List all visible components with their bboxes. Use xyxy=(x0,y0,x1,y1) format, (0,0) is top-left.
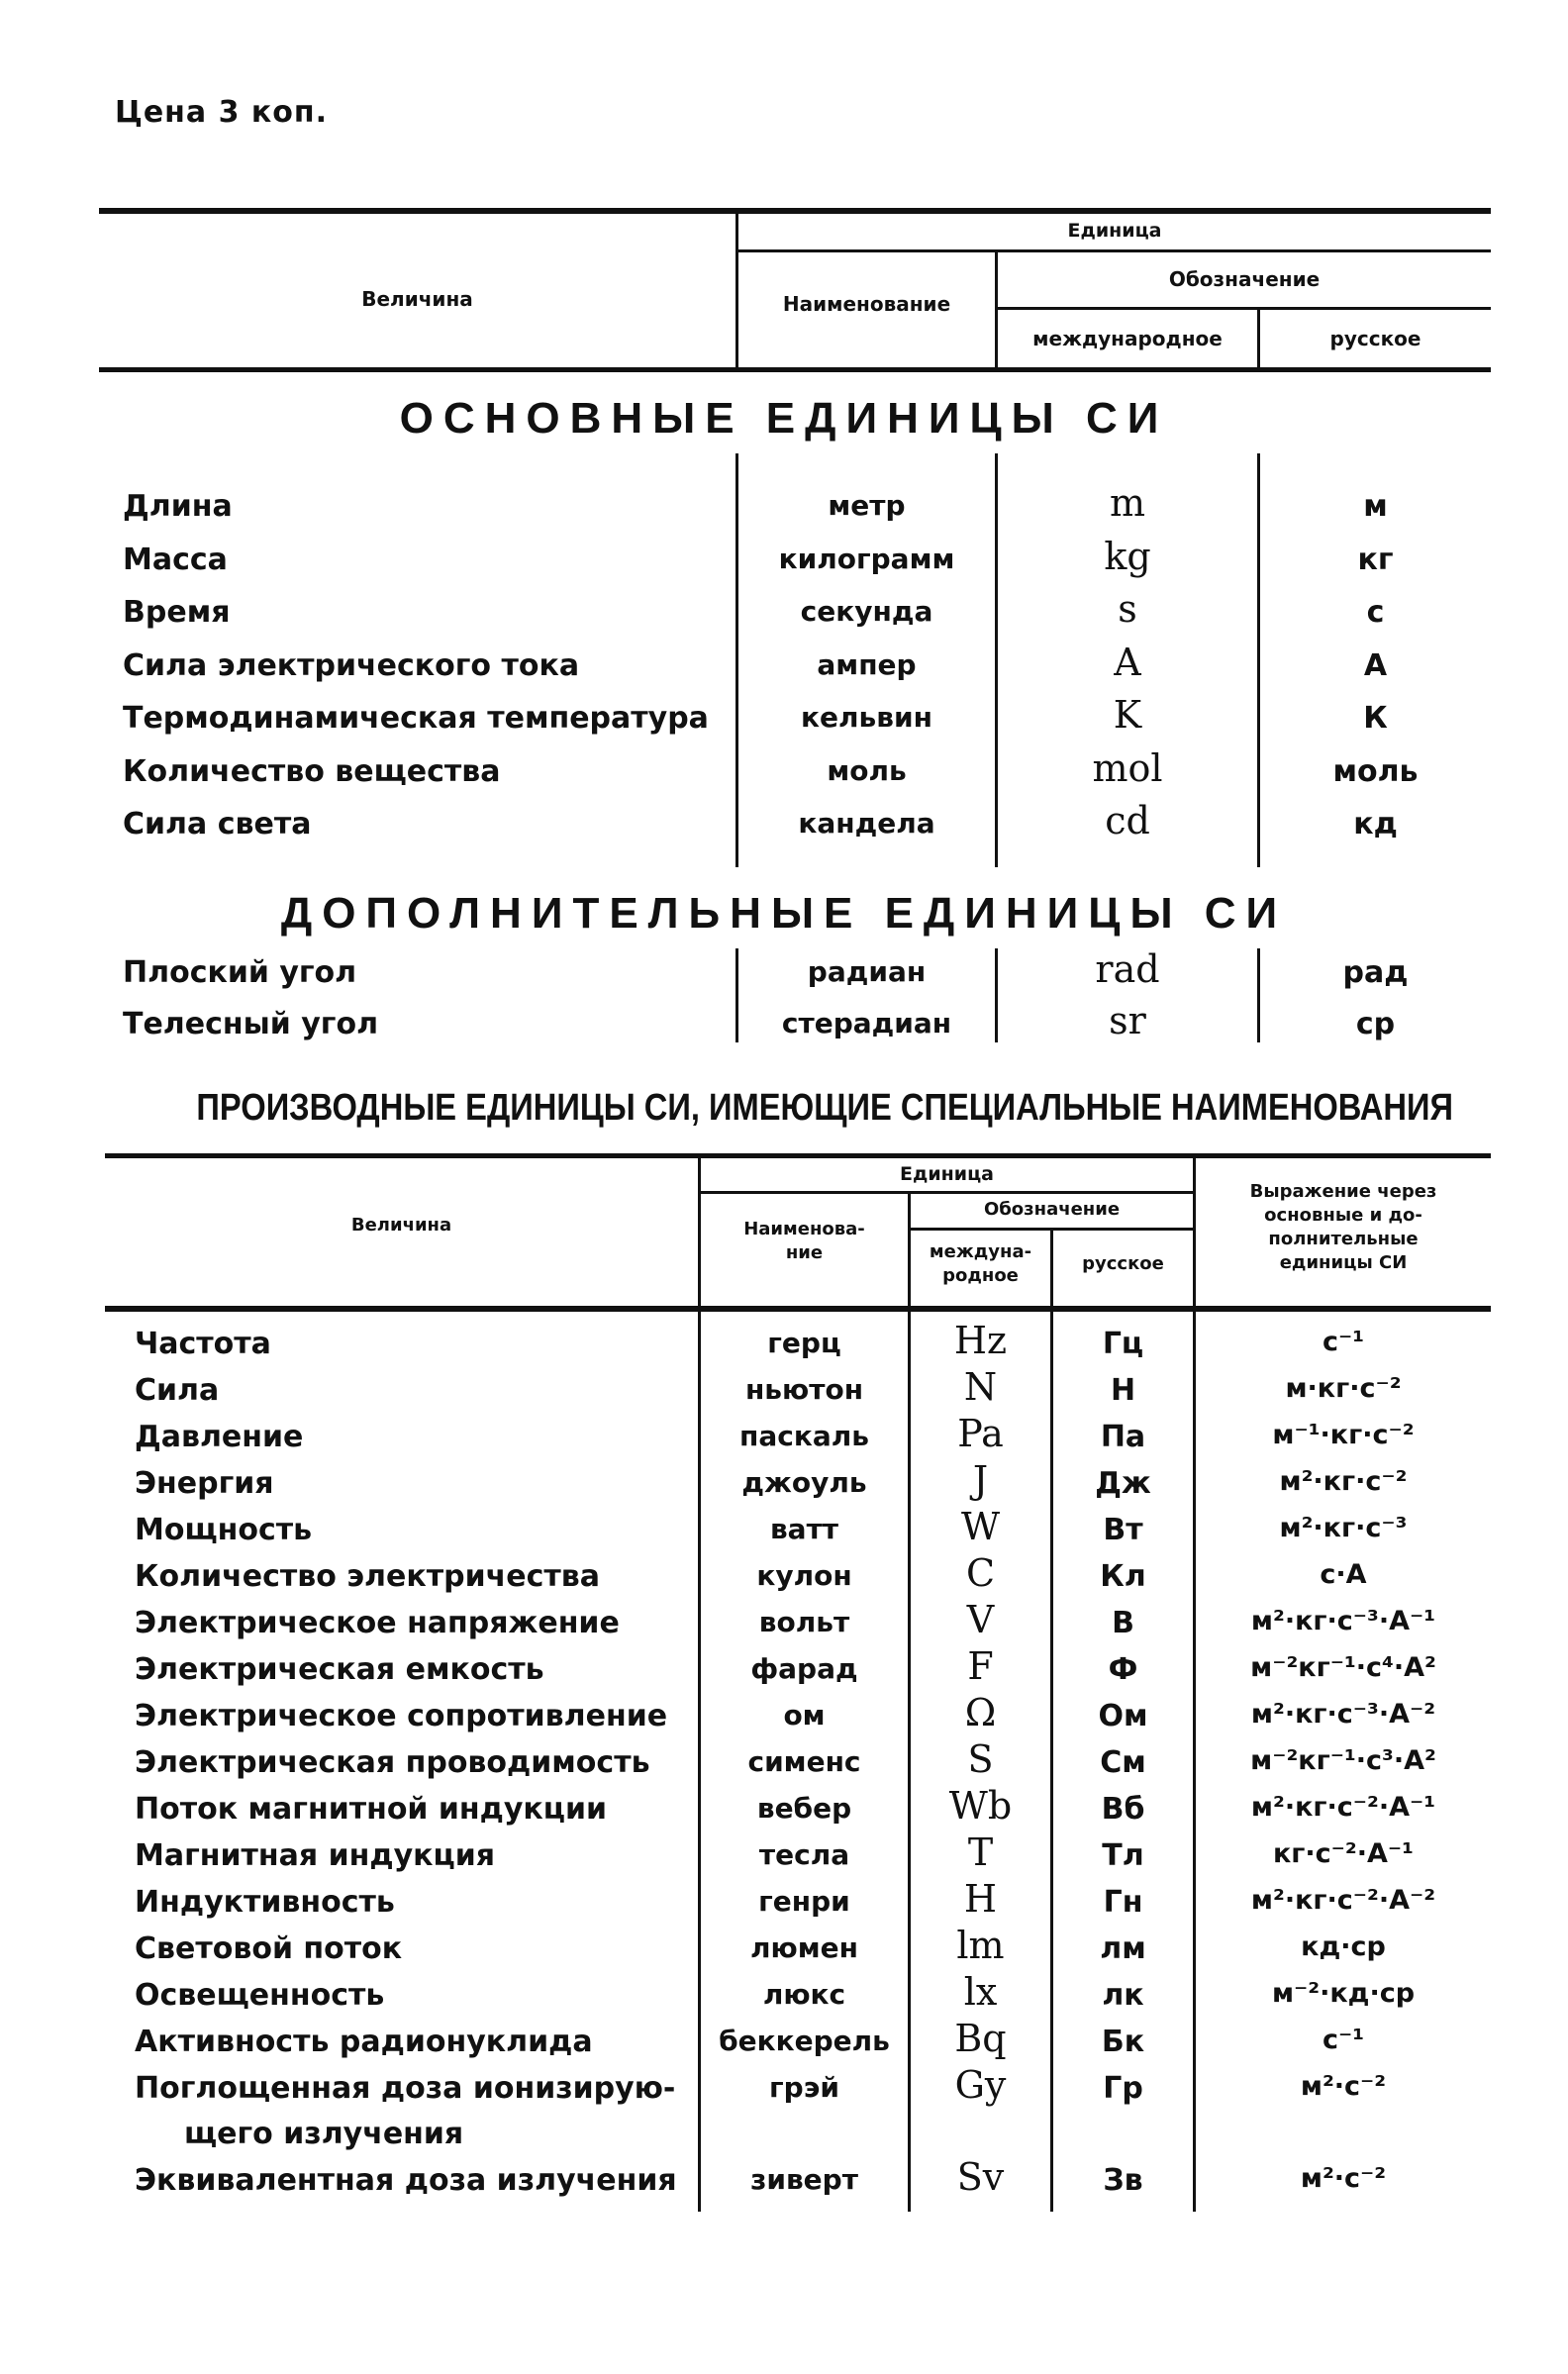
intl-symbol-cell: K xyxy=(1113,693,1142,737)
quantity-cell: Сила света xyxy=(123,807,312,841)
col-name-header: Наименование xyxy=(782,292,951,316)
col-russian-header: русское xyxy=(1329,327,1421,350)
quantity-cell: Количество электричества xyxy=(135,1559,600,1594)
russian-symbol-cell: Бк xyxy=(1101,2025,1145,2059)
russian-symbol-cell: См xyxy=(1100,1745,1146,1780)
expression-cell: м²·кг·с⁻³·А⁻² xyxy=(1250,1699,1436,1730)
unit-name-cell: тесла xyxy=(758,1838,850,1871)
table-row xyxy=(0,947,1568,995)
table-row xyxy=(0,1319,1568,1366)
price-label: Цена 3 коп. xyxy=(115,95,329,130)
table-row xyxy=(0,745,1568,794)
table-row xyxy=(0,1877,1568,1925)
expression-cell: с⁻¹ xyxy=(1322,1327,1365,1357)
section-derived-title: ПРОИЗВОДНЫЕ ЕДИНИЦЫ СИ, ИМЕЮЩИЕ СПЕЦИАЛЬНЫЕ НАИМЕНОВАНИЯ xyxy=(196,1087,1453,1129)
table-row xyxy=(0,1551,1568,1599)
unit-name-cell: вольт xyxy=(758,1606,850,1638)
derived-col-quantity-header: Величина xyxy=(350,1215,452,1236)
table-row xyxy=(0,1830,1568,1878)
table-row xyxy=(0,2063,1568,2151)
russian-symbol-cell: ср xyxy=(1355,1007,1396,1041)
expression-cell: кг·с⁻²·А⁻¹ xyxy=(1272,1838,1414,1869)
intl-symbol-cell: kg xyxy=(1104,534,1151,578)
unit-name-cell: генри xyxy=(758,1885,850,1918)
unit-name-cell: вебер xyxy=(756,1792,852,1825)
table-row xyxy=(0,1784,1568,1831)
quantity-cell: Масса xyxy=(123,542,228,577)
intl-symbol-cell: rad xyxy=(1095,947,1160,991)
quantity-cell: Длина xyxy=(123,489,233,524)
derived-col-expr-line3: полнительные xyxy=(1268,1229,1419,1249)
table-row xyxy=(0,534,1568,582)
unit-name-cell: люкс xyxy=(762,1978,846,2011)
unit-name-cell: фарад xyxy=(750,1652,858,1685)
table-row xyxy=(0,799,1568,846)
intl-symbol-cell: T xyxy=(967,1830,994,1874)
russian-symbol-cell: моль xyxy=(1332,753,1419,789)
col-unit-header: Единица xyxy=(1067,220,1162,242)
russian-symbol-cell: Ф xyxy=(1108,1652,1138,1687)
quantity-cell: Активность радионуклида xyxy=(135,2025,593,2059)
russian-symbol-cell: с xyxy=(1366,595,1385,630)
table-row xyxy=(0,999,1568,1046)
russian-symbol-cell: Гн xyxy=(1103,1885,1143,1920)
derived-col-designation-header: Обозначение xyxy=(983,1199,1121,1220)
russian-symbol-cell: В xyxy=(1112,1606,1134,1640)
quantity-cell: Поглощенная доза ионизирую- xyxy=(135,2071,676,2106)
derived-col-expr-line4: единицы СИ xyxy=(1279,1252,1408,1273)
quantity-cell: Магнитная индукция xyxy=(135,1838,495,1873)
unit-name-cell: ампер xyxy=(817,647,917,681)
intl-symbol-cell: s xyxy=(1118,587,1137,631)
table-row xyxy=(0,1598,1568,1645)
intl-symbol-cell: Bq xyxy=(954,2017,1007,2060)
unit-name-cell: ньютон xyxy=(744,1373,864,1406)
table-row xyxy=(0,1737,1568,1785)
intl-symbol-cell: F xyxy=(967,1644,994,1688)
table-row xyxy=(0,481,1568,529)
table-row xyxy=(0,1505,1568,1552)
expression-cell: м·кг·с⁻² xyxy=(1285,1373,1402,1404)
quantity-cell: Плоский угол xyxy=(123,955,357,990)
intl-symbol-cell: lx xyxy=(963,1970,998,2014)
col-designation-header: Обозначение xyxy=(1168,267,1321,291)
intl-symbol-cell: sr xyxy=(1109,999,1146,1042)
intl-symbol-cell: mol xyxy=(1092,745,1163,790)
unit-name-cell: моль xyxy=(827,753,907,787)
quantity-cell: Электрическая проводимость xyxy=(135,1745,650,1780)
expression-cell: м⁻²кг⁻¹·с³·А² xyxy=(1250,1745,1436,1776)
russian-symbol-cell: Вб xyxy=(1101,1792,1145,1827)
derived-col-expr-line1: Выражение через xyxy=(1249,1181,1437,1202)
russian-symbol-cell: Зв xyxy=(1103,2163,1143,2198)
col-quantity-header: Величина xyxy=(361,287,473,311)
intl-symbol-cell: Hz xyxy=(953,1319,1008,1362)
intl-symbol-cell: Sv xyxy=(956,2155,1005,2199)
table-row xyxy=(0,2155,1568,2203)
derived-col-name-header xyxy=(701,1218,908,1265)
russian-symbol-cell: рад xyxy=(1342,955,1409,990)
unit-name-cell: кулон xyxy=(756,1559,852,1592)
quantity-cell: Индуктивность xyxy=(135,1885,395,1920)
quantity-cell: Термодинамическая температура xyxy=(123,701,709,736)
expression-cell: кд·ср xyxy=(1301,1931,1386,1962)
section-base-title: ОСНОВНЫЕ ЕДИНИЦЫ СИ xyxy=(399,394,1169,443)
table-row xyxy=(0,1970,1568,2018)
russian-symbol-cell: Кл xyxy=(1100,1559,1146,1594)
quantity-cell: Световой поток xyxy=(135,1931,403,1966)
unit-name-cell: герц xyxy=(767,1327,841,1359)
unit-name-cell: беккерель xyxy=(719,2025,890,2057)
quantity-cell: Освещенность xyxy=(135,1978,385,2013)
expression-cell: м²·с⁻² xyxy=(1300,2163,1387,2194)
derived-col-expression-header xyxy=(1196,1180,1491,1275)
table-row xyxy=(0,1412,1568,1459)
intl-symbol-cell: cd xyxy=(1105,799,1150,842)
quantity-cell: Сила электрического тока xyxy=(123,647,580,683)
unit-name-cell: секунда xyxy=(800,595,933,628)
intl-symbol-cell: lm xyxy=(956,1924,1005,1967)
unit-name-cell: сименс xyxy=(747,1745,861,1778)
unit-name-cell: ом xyxy=(783,1699,826,1731)
quantity-cell: Электрическая емкость xyxy=(135,1652,544,1687)
unit-name-cell: люмен xyxy=(750,1931,858,1964)
derived-col-name-line2: ние xyxy=(785,1242,824,1263)
russian-symbol-cell: Вт xyxy=(1103,1513,1143,1547)
derived-col-expr-line2: основные и до- xyxy=(1264,1205,1422,1226)
table-row xyxy=(0,2017,1568,2064)
quantity-cell-continuation: щего излучения xyxy=(184,2117,464,2151)
table-row xyxy=(0,1924,1568,1971)
quantity-cell: Количество вещества xyxy=(123,753,501,789)
russian-symbol-cell: лк xyxy=(1102,1978,1144,2013)
expression-cell: с⁻¹ xyxy=(1322,2025,1365,2055)
quantity-cell: Частота xyxy=(135,1327,271,1361)
russian-symbol-cell: Тл xyxy=(1102,1838,1144,1873)
unit-name-cell: метр xyxy=(828,489,906,522)
derived-col-russian-header: русское xyxy=(1082,1253,1164,1274)
russian-symbol-cell: Н xyxy=(1110,1373,1136,1408)
russian-symbol-cell: Па xyxy=(1100,1420,1146,1454)
expression-cell: м²·с⁻² xyxy=(1300,2071,1387,2102)
unit-name-cell: паскаль xyxy=(739,1420,869,1452)
unit-name-cell: зиверт xyxy=(750,2163,858,2196)
expression-cell: м²·кг·с⁻²·А⁻² xyxy=(1250,1885,1436,1916)
quantity-cell: Телесный угол xyxy=(123,1007,379,1041)
expression-cell: с·А xyxy=(1320,1559,1367,1590)
russian-symbol-cell: Гр xyxy=(1103,2071,1143,2106)
quantity-cell: Электрическое напряжение xyxy=(135,1606,620,1640)
unit-name-cell: джоуль xyxy=(741,1466,867,1499)
unit-name-cell: грэй xyxy=(769,2071,839,2104)
russian-symbol-cell: кг xyxy=(1357,542,1394,577)
derived-col-international-header xyxy=(911,1240,1050,1288)
unit-name-cell: радиан xyxy=(807,955,927,988)
intl-symbol-cell: Wb xyxy=(948,1784,1013,1828)
table-row xyxy=(0,640,1568,688)
expression-cell: м²·кг·с⁻³ xyxy=(1279,1513,1408,1543)
russian-symbol-cell: Ом xyxy=(1098,1699,1148,1733)
expression-cell: м²·кг·с⁻³·А⁻¹ xyxy=(1250,1606,1436,1636)
intl-symbol-cell: Gy xyxy=(954,2063,1007,2107)
intl-symbol-cell: Pa xyxy=(957,1412,1004,1455)
table-row xyxy=(0,587,1568,635)
intl-symbol-cell: W xyxy=(960,1505,1001,1548)
unit-name-cell: кандела xyxy=(798,807,935,840)
unit-name-cell: стерадиан xyxy=(781,1007,952,1039)
unit-name-cell: килограмм xyxy=(778,542,955,575)
russian-symbol-cell: Дж xyxy=(1095,1466,1151,1501)
expression-cell: м⁻²·кд·ср xyxy=(1271,1978,1416,2009)
table-row xyxy=(0,1644,1568,1692)
russian-symbol-cell: кд xyxy=(1353,807,1398,841)
quantity-cell: Энергия xyxy=(135,1466,274,1501)
unit-name-cell: кельвин xyxy=(801,701,932,734)
expression-cell: м⁻²кг⁻¹·с⁴·А² xyxy=(1250,1652,1436,1683)
quantity-cell: Давление xyxy=(135,1420,304,1454)
quantity-cell: Поток магнитной индукции xyxy=(135,1792,608,1827)
intl-symbol-cell: V xyxy=(966,1598,995,1641)
quantity-cell: Мощность xyxy=(135,1513,313,1547)
intl-symbol-cell: C xyxy=(965,1551,996,1595)
quantity-cell: Время xyxy=(123,595,231,630)
intl-symbol-cell: J xyxy=(972,1458,989,1502)
intl-symbol-cell: Ω xyxy=(964,1691,997,1734)
russian-symbol-cell: К xyxy=(1363,701,1388,736)
col-international-header: международное xyxy=(1032,327,1223,350)
quantity-cell: Эквивалентная доза излучения xyxy=(135,2163,677,2198)
intl-symbol-cell: m xyxy=(1109,481,1146,525)
table-row xyxy=(0,693,1568,741)
section-supplementary-title: ДОПОЛНИТЕЛЬНЫЕ ЕДИНИЦЫ СИ xyxy=(280,889,1288,938)
derived-col-intl-line1: междуна- xyxy=(929,1241,1032,1262)
derived-col-unit-header: Единица xyxy=(900,1163,994,1185)
derived-col-name-line1: Наименова- xyxy=(743,1219,865,1239)
russian-symbol-cell: лм xyxy=(1100,1931,1146,1966)
quantity-cell: Сила xyxy=(135,1373,220,1408)
intl-symbol-cell: H xyxy=(963,1877,998,1921)
unit-name-cell: ватт xyxy=(769,1513,839,1545)
russian-symbol-cell: Гц xyxy=(1102,1327,1144,1361)
table-row xyxy=(0,1691,1568,1738)
expression-cell: м²·кг·с⁻² xyxy=(1279,1466,1408,1497)
expression-cell: м²·кг·с⁻²·А⁻¹ xyxy=(1250,1792,1436,1823)
table-row xyxy=(0,1458,1568,1506)
quantity-cell: Электрическое сопротивление xyxy=(135,1699,668,1733)
derived-col-intl-line2: родное xyxy=(942,1265,1019,1286)
russian-symbol-cell: м xyxy=(1363,489,1388,524)
table-row xyxy=(0,1365,1568,1413)
intl-symbol-cell: N xyxy=(963,1365,998,1409)
intl-symbol-cell: A xyxy=(1114,640,1141,684)
russian-symbol-cell: А xyxy=(1363,647,1388,683)
expression-cell: м⁻¹·кг·с⁻² xyxy=(1272,1420,1415,1450)
intl-symbol-cell: S xyxy=(967,1737,994,1781)
